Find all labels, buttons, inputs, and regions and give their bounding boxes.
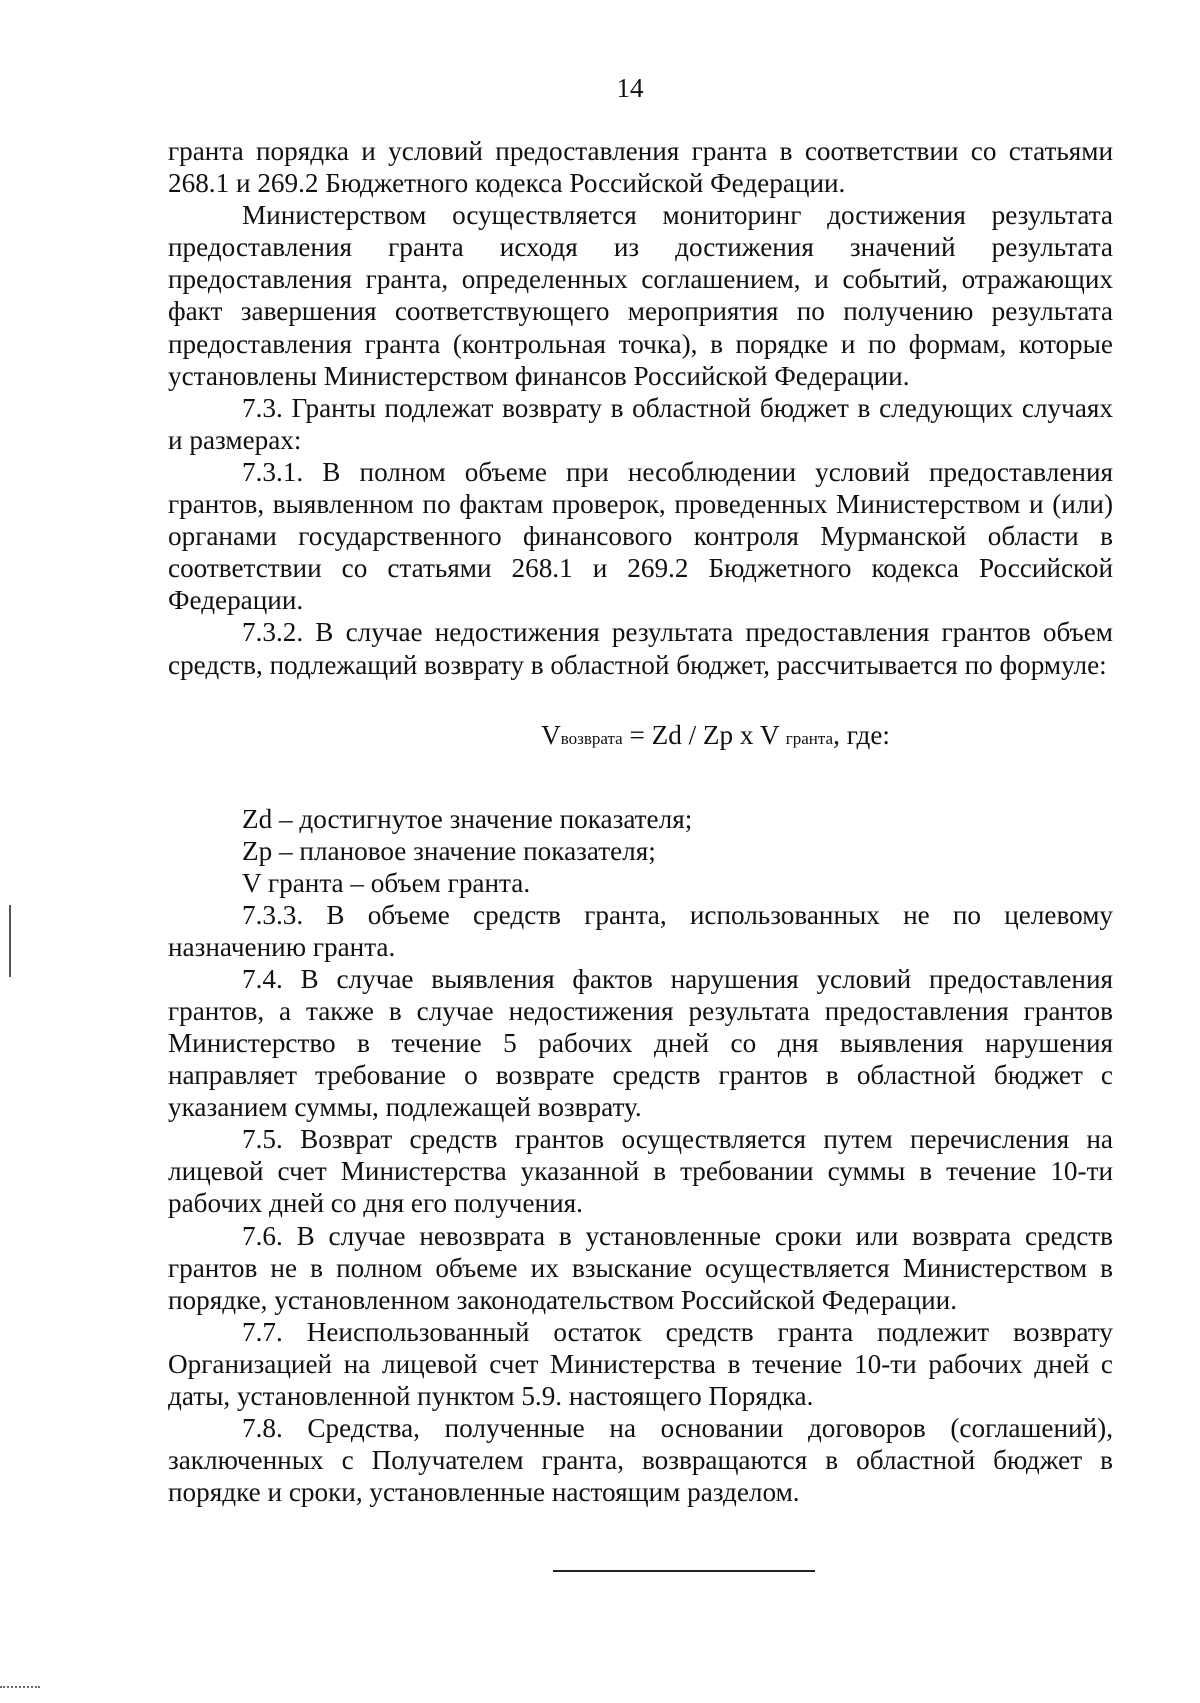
- definition-v-grant: [168, 867, 1113, 899]
- document-body: [168, 135, 1113, 1508]
- end-of-section-rule: [553, 1570, 815, 1572]
- definition-zd: Zd – достигнутое значение показателя;: [242, 803, 693, 834]
- paragraph-7-3-1: 7.3.1. В полном объеме при несоблюдении условий предоставления грантов, выявленном по фактам проверок, проведенных Министерством и (или) органами государственного финансового контроля Мурманской области в соответствии со статьями 268.1 и 269.2 Бюджетного кодекса Российской Федерации.: [168, 456, 1113, 616]
- scan-artifact: [9, 905, 11, 977]
- return-formula: [318, 719, 1113, 755]
- definition-v-rest: – объем гранта.: [343, 867, 531, 898]
- formula-tail: , где:: [833, 719, 890, 750]
- paragraph-7-3-2: 7.3.2. В случае недостижения результата предоставления грантов объем средств, подлежащий возврату в областной бюджет, рассчитывается по формуле:: [168, 617, 1113, 680]
- paragraph-monitoring: Министерством осуществляется мониторинг достижения результата предоставления гранта исходя из достижения значений результата предоставления гранта, определенных соглашением, и событий, отражающих факт завершения соответствующего мероприятия по получению результата предоставления гранта (контрольная точка), в порядке и по формам, которые установлены Министерством финансов Российской Федерации.: [168, 200, 1113, 391]
- paragraph-7-4: 7.4. В случае выявления фактов нарушения условий предоставления грантов, а также в случае недостижения результата предоставления грантов Министерство в течение 5 рабочих дней со дня выявления нарушения направляет требование о возврате средств грантов в областной бюджет с указанием суммы, подлежащей возврату.: [168, 963, 1113, 1123]
- paragraph-continuation: гранта порядка и условий предоставления гранта в соответствии со статьями 268.1 и 269.2 Бюджетного кодекса Российской Федерации.: [168, 136, 1113, 199]
- formula-middle: = Zd / Zp x V: [622, 719, 786, 750]
- formula-v-subscript: возврата: [560, 728, 623, 748]
- paragraph-7-3: 7.3. Гранты подлежат возврату в областной бюджет в следующих случаях и размерах:: [168, 392, 1113, 455]
- definition-zp: Zp – плановое значение показателя;: [242, 835, 656, 866]
- paragraph-7-7: 7.7. Неиспользованный остаток средств гранта подлежит возврату Организацией на лицевой счет Министерства в течение 10-ти рабочих дней с даты, установленной пунктом 5.9. настоящего Порядка.: [168, 1316, 1113, 1411]
- formula-v: V: [541, 719, 561, 750]
- formula-grant-subscript: гранта: [785, 728, 834, 748]
- paragraph-7-3-3: 7.3.3. В объеме средств гранта, использованных не по целевому назначению гранта.: [168, 899, 1113, 962]
- page-number: 14: [616, 73, 644, 103]
- paragraph-7-8: 7.8. Средства, полученные на основании договоров (соглашений), заключенных с Получателем гранта, возвращаются в областной бюджет в порядке и сроки, установленные настоящим разделом.: [168, 1413, 1113, 1508]
- paragraph-7-5: 7.5. Возврат средств грантов осуществляется путем перечисления на лицевой счет Министерства указанной в требовании суммы в течение 10-ти рабочих дней со дня его получения.: [168, 1124, 1113, 1219]
- paragraph-7-6: 7.6. В случае невозврата в установленные сроки или возврата средств грантов не в полном объеме их взыскание осуществляется Министерством в порядке, установленном законодательством Российской Федерации.: [168, 1220, 1113, 1315]
- definition-v-subscript: гранта: [267, 867, 344, 898]
- scan-artifact-bottom: [0, 1686, 40, 1691]
- definition-v: V: [242, 867, 268, 898]
